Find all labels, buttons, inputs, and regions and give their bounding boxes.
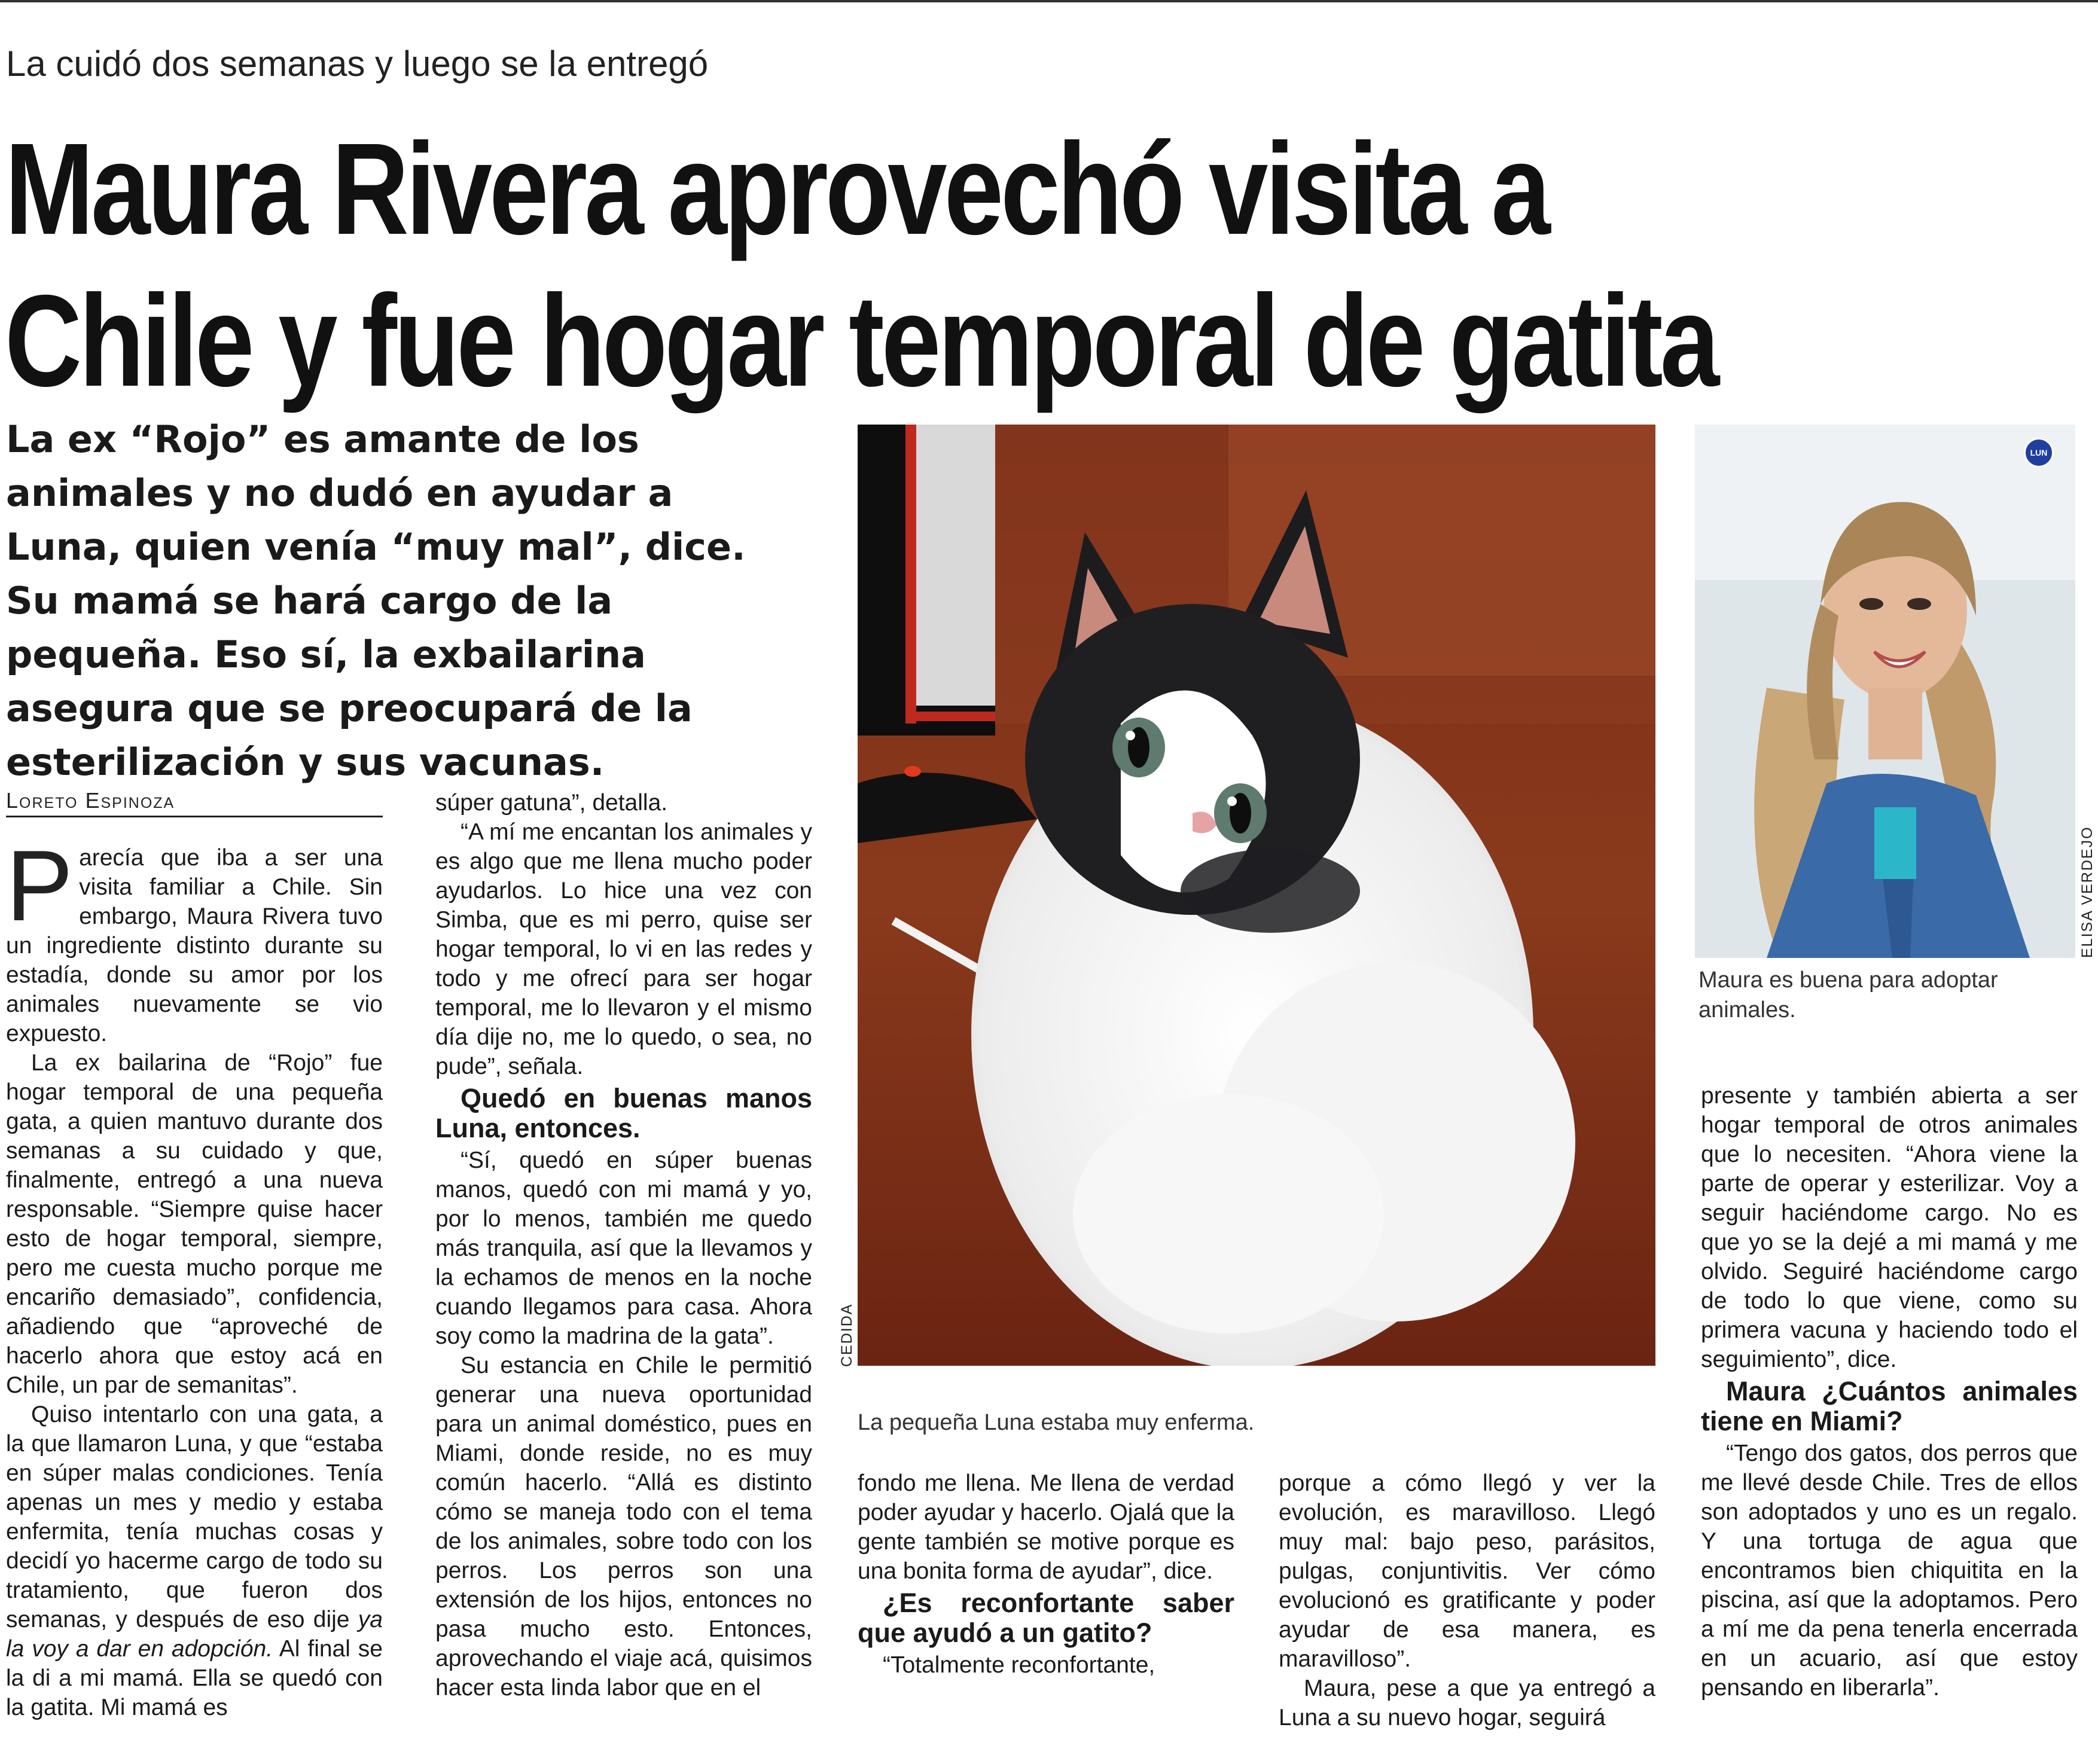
column-3 [858,1469,1234,1680]
paragraph-text: Quiso intentarlo con una gata, a la que llamaron Luna, y que “estaba en súper malas condiciones. Tenía apenas un mes y medio y estaba enfermita, tenía muchas cosas y decidí yo hacerme cargo de todo su tratamiento, que fueron dos semanas, y después de eso dije [6,1402,383,1632]
byline-block [6,788,383,817]
paragraph [6,829,383,1048]
paragraph-text: arecía que iba a ser una visita familiar a Chile. Sin embargo, Maura Rivera tuvo un ingrediente distinto durante su estadía, donde su amor por los animales nuevamente se vio expuesto. [6,845,383,1046]
kicker: La cuidó dos semanas y luego se la entregó [6,44,709,84]
deck: La ex “Rojo” es amante de los animales y no dudó en ayudar a Luna, quien venía “muy mal”, dice. Su mamá se hará cargo de la pequeña. Eso sí, la exbailarina asegura que se preocupará de la esterilización y sus vacunas. [6,417,746,784]
headline-line-1: Maura Rivera aprovechó visita a [5,117,1548,262]
portrait-illustration [1695,425,2075,958]
paragraph: Maura, pese a que ya entregó a Luna a su nuevo hogar, seguirá [1279,1676,1655,1731]
headline-line-2: Chile y fue hogar temporal de gatita [5,268,1717,414]
paragraph: porque a cómo llegó y ver la evolución, es maravilloso. Llegó muy mal: bajo peso, parásitos, pulgas, conjuntivitis. Ver cómo evolucionó es gratificante y poder ayudar de esa manera, es maravilloso”. [1279,1470,1655,1672]
lun-logo: LUN [2024,438,2054,468]
column-4 [1279,1469,1655,1732]
paragraph: La ex bailarina de “Rojo” fue hogar temporal de una pequeña gata, a quien mantuvo durante dos semanas a su cuidado y que, finalmente, entregó a una nueva responsable. “Siempre quise hacer esto de hogar temporal, siempre, pero me cuesta mucho porque me encariño demasiado”, confidencia, añadiendo que “aproveché de hacerlo ahora que estoy acá en Chile, un par de semanitas”. [6,1050,383,1398]
top-rule [0,0,2098,2]
maura-photo [1695,425,2075,958]
subhead: Maura ¿Cuántos animales tiene en Miami? [1701,1376,2078,1436]
photo-credit: ELISA VERDEJO [2079,826,2096,958]
photo-credit: CEDIDA [838,1303,855,1367]
column-5 [1701,1081,2078,1702]
subhead: Quedó en buenas manos Luna, entonces. [435,1083,812,1143]
maura-photo-caption: Maura es buena para adoptar animales. [1698,968,1998,1023]
headline [5,114,1717,417]
paragraph: “Totalmente reconfortante, [883,1652,1155,1678]
cat-photo-caption: La pequeña Luna estaba muy enferma. [858,1410,1255,1435]
paragraph: presente y también abierta a ser hogar temporal de otros animales que lo necesiten. “Ahora viene la parte de operar y esterilizar. Voy a seguir haciéndome cargo. No es que yo se la dejé a mi mamá y me olvido. Seguiré haciéndome cargo de todo lo que viene, como su primera vacuna y haciendo todo el seguimiento”, dice. [1701,1083,2078,1372]
paragraph: “Sí, quedó en súper buenas manos, quedó con mi mamá y yo, por lo menos, también me quedo más tranquila, así que la llevamos y la echamos de menos en la noche cuando llegamos para casa. Ahora soy como la madrina de la gata”. [435,1147,812,1349]
paragraph: fondo me llena. Me llena de verdad poder ayudar y hacerlo. Ojalá que la gente también se motive porque es una bonita forma de ayudar”, dice. [858,1470,1234,1584]
byline: Loreto Espinoza [6,788,175,813]
drop-cap: P [6,829,74,942]
column-1 [6,829,383,1722]
paragraph [6,1400,383,1722]
paragraph: súper gatuna”, detalla. [435,790,668,816]
paragraph: “A mí me encantan los animales y es algo que me llena mucho poder ayudarlos. Lo hice una vez con Simba, que es mi perro, quise ser hogar temporal, lo vi en las redes y todo y me ofrecí para ser hogar temporal, me lo llevaron y el mismo día dije no, me lo quedo, o sea, no pude”, señala. [435,819,812,1079]
paragraph-text: Al final se la di a mi mamá. Ella se quedó con la gatita. Mi mamá es [6,1636,383,1720]
subhead: ¿Es reconfortante saber que ayudó a un gatito? [858,1588,1234,1648]
column-2 [435,788,812,1702]
paragraph: “Tengo dos gatos, dos perros que me llevé desde Chile. Tres de ellos son adoptados y uno es un regalo. Y una tortuga de agua que encontramos bien chiquitita en la piscina, así que la adoptamos. Pero a mí me da pena tenerla encerrada en un acuario, así que estoy pensando en liberarla”. [1701,1441,2078,1701]
italic-text: ya la voy a dar en adopción. [6,1607,383,1662]
cat-photo [858,425,1655,1366]
paragraph: Su estancia en Chile le permitió generar una nueva oportunidad para un animal doméstico, pues en Miami, donde reside, no es muy común hacerlo. “Allá es distinto cómo se maneja todo con el tema de los animales, sobre todo con los perros. Los perros son una extensión de los hijos, entonces no pasa mucho esto. Entonces, aprovechando el viaje acá, quisimos hacer esta linda labor que en el [435,1353,812,1701]
kitten-illustration [858,425,1655,1366]
